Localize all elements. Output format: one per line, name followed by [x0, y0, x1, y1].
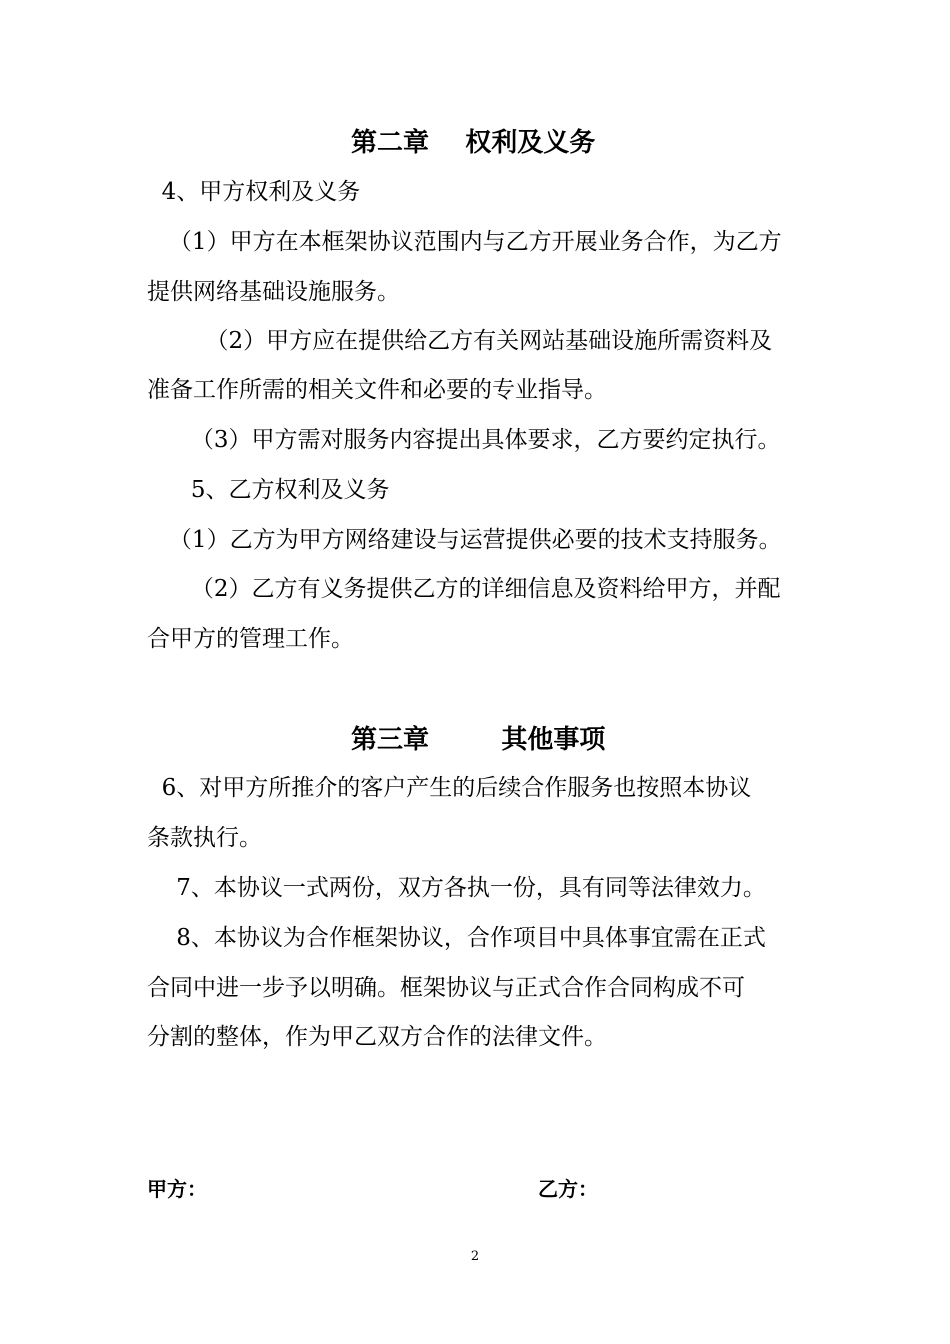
party-a-signature-label: 甲方：: [147, 1177, 207, 1201]
clause-5-1: （1）乙方为甲方网络建设与运营提供必要的技术支持服务。: [147, 527, 782, 553]
clause-7: 7、本协议一式两份，双方各执一份，具有同等法律效力。: [147, 875, 766, 901]
section-5-title: 5、乙方权利及义务: [147, 477, 390, 503]
chapter-2-heading: 第二章 权利及义务: [351, 128, 596, 158]
section-4-title: 4、甲方权利及义务: [147, 179, 361, 205]
clause-5-2-line-1: （2）乙方有义务提供乙方的详细信息及资料给甲方，并配: [147, 576, 781, 602]
party-b-signature-label: 乙方：: [538, 1177, 598, 1201]
clause-4-3: （3）甲方需对服务内容提出具体要求，乙方要约定执行。: [147, 427, 781, 453]
chapter-3-heading: 第三章 其他事项: [351, 725, 606, 755]
clause-8-line-3: 分割的整体，作为甲乙双方合作的法律文件。: [147, 1024, 607, 1050]
clause-4-2-line-2: 准备工作所需的相关文件和必要的专业指导。: [147, 377, 607, 403]
clause-8-line-1: 8、本协议为合作框架协议，合作项目中具体事宜需在正式: [147, 925, 766, 951]
clause-4-1-line-2: 提供网络基础设施服务。: [147, 279, 400, 305]
clause-8-line-2: 合同中进一步予以明确。框架协议与正式合作合同构成不可: [147, 975, 745, 1001]
clause-4-1-line-1: （1）甲方在本框架协议范围内与乙方开展业务合作，为乙方: [147, 229, 782, 255]
clause-4-2-line-1: （2）甲方应在提供给乙方有关网站基础设施所需资料及: [147, 328, 773, 354]
clause-5-2-line-2: 合甲方的管理工作。: [147, 626, 354, 652]
page-number: 2: [470, 1249, 480, 1264]
clause-6-line-1: 6、对甲方所推介的客户产生的后续合作服务也按照本协议: [147, 775, 752, 801]
clause-6-line-2: 条款执行。: [147, 825, 262, 851]
